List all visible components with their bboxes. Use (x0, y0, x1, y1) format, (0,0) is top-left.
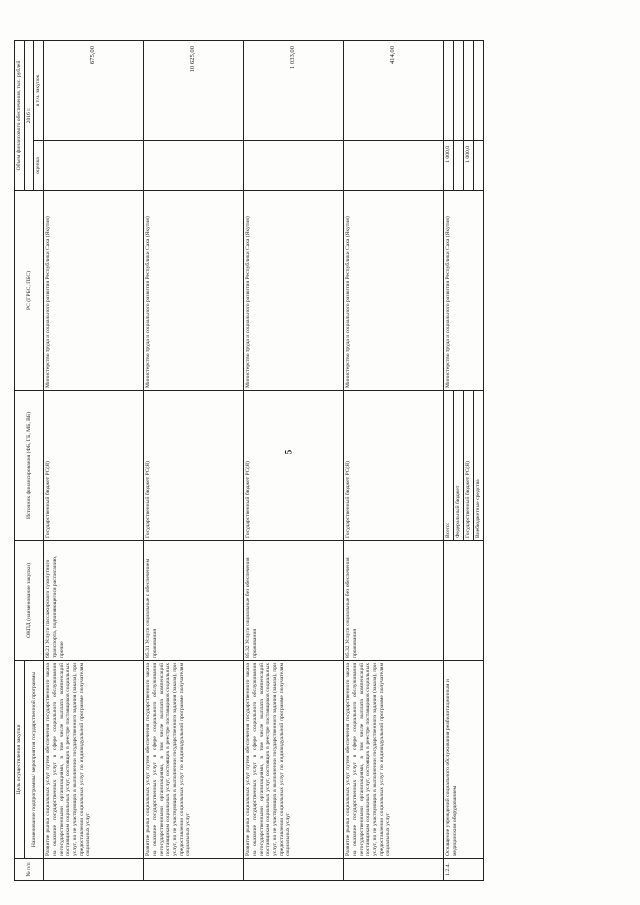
cell-goal: Развитие рынка социальных услуг путем обеспечения государственного заказа на оказание государственных услуг в сфере социального обслуживания негосударственными организациями, в том числе выплата компенсаций поставщикам социальных услуг, состоящих в реестре поставщиков социальных услуг, но не участвующих в выполнении государственного задания (заказа), при предоставлении социальных услуг по индивидуальной программе получателям социальных услуг (244, 661, 344, 859)
cell-subprogram-final: Оснащение учреждений социального обслуживания реабилитационным и медицинским оборудованием (444, 661, 484, 859)
cell-source: Государственный бюджет РС(Я) (44, 391, 144, 541)
cell-num-final: 1.2.4. (444, 859, 484, 881)
cell-num (344, 859, 444, 881)
cell-okpd: 85.32 Услуги социальные без обеспечения проживания (244, 541, 344, 661)
cell-procurement: 675,00 (44, 41, 144, 141)
final-row-total (444, 41, 454, 881)
header-subprogram: Наименование подпрограммы/ мероприятия государственной программы (24, 661, 43, 859)
header-year: 2016 г. (24, 41, 34, 191)
header-source: Источник финансирования (ФБ, ГБ, МБ, ВБ) (15, 391, 44, 541)
cell-source: Государственный бюджет РС(Я) (244, 391, 344, 541)
cell-source-label: Федеральный бюджет (454, 391, 464, 541)
cell-grbs-final: Министерство труда и социального развития Республики Саха (Якутия) (444, 191, 484, 391)
cell-goal: Развитие рынка социальных услуг путем обеспечения государственного заказа на оказание государственных услуг в сфере социального обслуживания негосударственными организациями, в том числе выплата компенсаций поставщикам социальных услуг, состоящих в реестре поставщиков социальных услуг, но не участвующих в выполнении государственного задания (заказа), при предоставлении социальных услуг по индивидуальной программе получателям социальных услуг (344, 661, 444, 859)
cell-procurement: 1 033,00 (244, 41, 344, 141)
cell-estimate (144, 141, 244, 191)
cell-okpd: 85.32 Услуги социальные без обеспечения проживания (344, 541, 444, 661)
cell-estimate-final: 1 000,0 (444, 141, 454, 191)
cell-okpd: 85.31 Услуги социальные с обеспечением проживания (144, 541, 244, 661)
header-okpd: ОКПД (наименование закупки) (15, 541, 44, 661)
table-row (244, 41, 344, 881)
header-num: № п/п (15, 859, 44, 881)
procurement-table (14, 40, 484, 881)
table-row (344, 41, 444, 881)
cell-goal: Развитие рынка социальных услуг путем обеспечения государственного заказа на оказание государственных услуг в сфере социального обслуживания негосударственными организациями, в том числе выплата компенсаций поставщикам социальных услуг, состоящих в реестре поставщиков социальных услуг, но не участвующих в выполнении государственного задания (заказа), при предоставлении социальных услуг по индивидуальной программе получателям социальных услуг (44, 661, 144, 859)
table-row (144, 41, 244, 881)
cell-estimate (44, 141, 144, 191)
cell-procurement-final (464, 41, 474, 141)
cell-grbs: Министерство труда и социального развития Республики Саха (Якутия) (144, 191, 244, 391)
cell-procurement-final (474, 41, 484, 141)
cell-num (144, 859, 244, 881)
cell-num (244, 859, 344, 881)
cell-source-label: Государственный бюджет РС(Я) (464, 391, 474, 541)
cell-estimate (344, 141, 444, 191)
cell-procurement: 10 625,00 (144, 41, 244, 141)
cell-estimate-final: 1 000,0 (464, 141, 474, 191)
cell-grbs: Министерство труда и социального развития Республики Саха (Якутия) (244, 191, 344, 391)
cell-source-label: Внебюджетные средства (474, 391, 484, 541)
cell-num (44, 859, 144, 881)
cell-grbs: Министерство труда и социального развития Республики Саха (Якутия) (44, 191, 144, 391)
rotated-table-sheet (14, 41, 589, 881)
page-number: 5 (283, 449, 294, 455)
cell-goal: Развитие рынка социальных услуг путем обеспечения государственного заказа на оказание государственных услуг в сфере социального обслуживания негосударственными организациями, в том числе выплата компенсаций поставщикам социальных услуг, состоящих в реестре поставщиков социальных услуг, но не участвующих в выполнении государственного задания (заказа), при предоставлении социальных услуг по индивидуальной программе получателям социальных услуг (144, 661, 244, 859)
cell-procurement: 414,00 (344, 41, 444, 141)
cell-source: Государственный бюджет РС(Я) (344, 391, 444, 541)
cell-estimate (244, 141, 344, 191)
cell-grbs: Министерство труда и социального развития Республики Саха (Якутия) (344, 191, 444, 391)
table-row (44, 41, 144, 881)
header-incl-procurement: в т.ч. закупок (34, 41, 44, 141)
cell-source: Государственный бюджет РС(Я) (144, 391, 244, 541)
cell-okpd: 60.21 Услуги пассажирского сухопутного транспорта, подчиняющегося расписанию, прочие (44, 541, 144, 661)
header-volume: Объем финансового обеспечения, тыс. рублей (15, 41, 25, 191)
cell-estimate-final (474, 141, 484, 191)
cell-procurement-final (444, 41, 454, 141)
cell-estimate-final (454, 141, 464, 191)
cell-source-label: Всего: (444, 391, 454, 541)
header-goal: Цель осуществления закупки (15, 661, 25, 859)
cell-okpd-final (444, 541, 484, 661)
header-row-1 (15, 41, 25, 881)
header-estimate: оценка (34, 141, 44, 191)
header-grbs: РС (ГРБС, ПБС) (15, 191, 44, 391)
cell-procurement-final (454, 41, 464, 141)
